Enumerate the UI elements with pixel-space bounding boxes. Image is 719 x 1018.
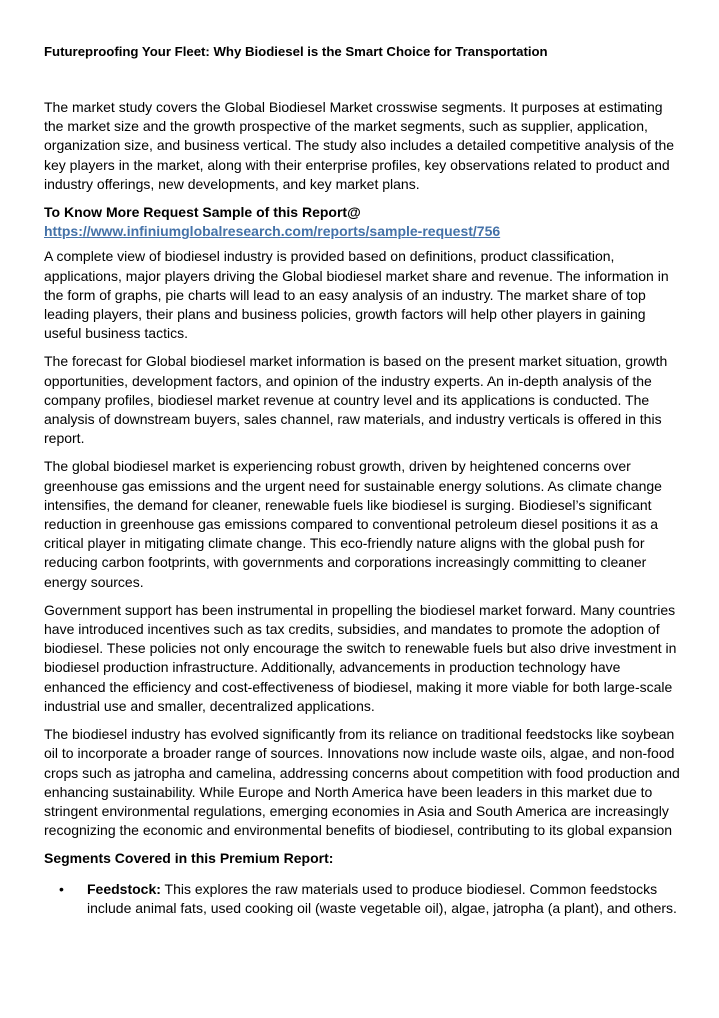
body-paragraph: Government support has been instrumental in propelling the biodiesel market forward. Many countries have introduced incentives such as tax credits, subsidies, and mandates to promote the adoption of biodiesel. These policies not only encourage the switch to renewable fuels but also drive investment in biodiesel production infrastructure. Additionally, advancements in production technology have enhanced the efficiency and cost-effectiveness of biodiesel, making it more viable for both large-scale industrial use and smaller, decentralized applications. <box>44 601 677 714</box>
sample-request-link[interactable]: https://www.infiniumglobalresearch.com/reports/sample-request/756 <box>44 223 501 240</box>
body-paragraph: The forecast for Global biodiesel market information is based on the present market situation, growth opportunities, development factors, and opinion of the industry experts. An in-depth analysis of the company profiles, biodiesel market revenue at country level and its applications is conducted. The analysis of downstream buyers, sales channel, raw materials, and industry verticals is offered in this report. <box>44 353 668 447</box>
segment-term: Feedstock: <box>87 880 161 897</box>
document-page <box>44 44 684 918</box>
sample-request-label: To Know More Request Sample of this Report@ <box>44 204 361 221</box>
intro-paragraph: The market study covers the Global Biodiesel Market crosswise segments. It purposes at estimating the market size and the growth prospective of the market segments, such as supplier, application, organization size, and business vertical. The study also includes a detailed competitive analysis of the key players in the market, along with their enterprise profiles, key observations related to product and industry offerings, new developments, and key market plans. <box>44 99 675 192</box>
body-paragraph: A complete view of biodiesel industry is provided based on definitions, product classification, applications, major players driving the Global biodiesel market share and revenue. The information in the form of graphs, pie charts will lead to an easy analysis of an industry. The market share of top leading players, their plans and business policies, growth factors will help other players in gaining useful business tactics. <box>44 248 669 342</box>
sample-request-block <box>44 203 684 241</box>
segments-heading: Segments Covered in this Premium Report: <box>44 850 334 867</box>
body-paragraph: The global biodiesel market is experiencing robust growth, driven by heightened concerns over greenhouse gas emissions and the urgent need for sustainable energy solutions. As climate change intensifies, the demand for cleaner, renewable fuels like biodiesel is surging. Biodiesel’s significant reduction in greenhouse gas emissions compared to conventional petroleum diesel positions it as a critical player in mitigating climate change. This eco-friendly nature aligns with the global push for reducing carbon footprints, with governments and corporations increasingly committing to cleaner energy sources. <box>44 458 662 590</box>
segment-description: This explores the raw materials used to produce biodiesel. Common feedstocks include animal fats, used cooking oil (waste vegetable oil), algae, jatropha (a plant), and others. <box>87 880 677 916</box>
segment-list-item <box>44 880 684 918</box>
segments-list <box>44 880 684 918</box>
bullet-icon: • <box>59 880 64 897</box>
document-title: Futureproofing Your Fleet: Why Biodiesel is the Smart Choice for Transportation <box>44 44 548 59</box>
body-paragraph: The biodiesel industry has evolved significantly from its reliance on traditional feedstocks like soybean oil to incorporate a broader range of sources. Innovations now include waste oils, algae, and non-food crops such as jatropha and camelina, addressing concerns about competition with food production and enhancing sustainability. While Europe and North America have been leaders in this market due to stringent environmental regulations, emerging economies in Asia and South America are increasingly recognizing the economic and environmental benefits of biodiesel, contributing to its global expansion <box>44 726 680 839</box>
